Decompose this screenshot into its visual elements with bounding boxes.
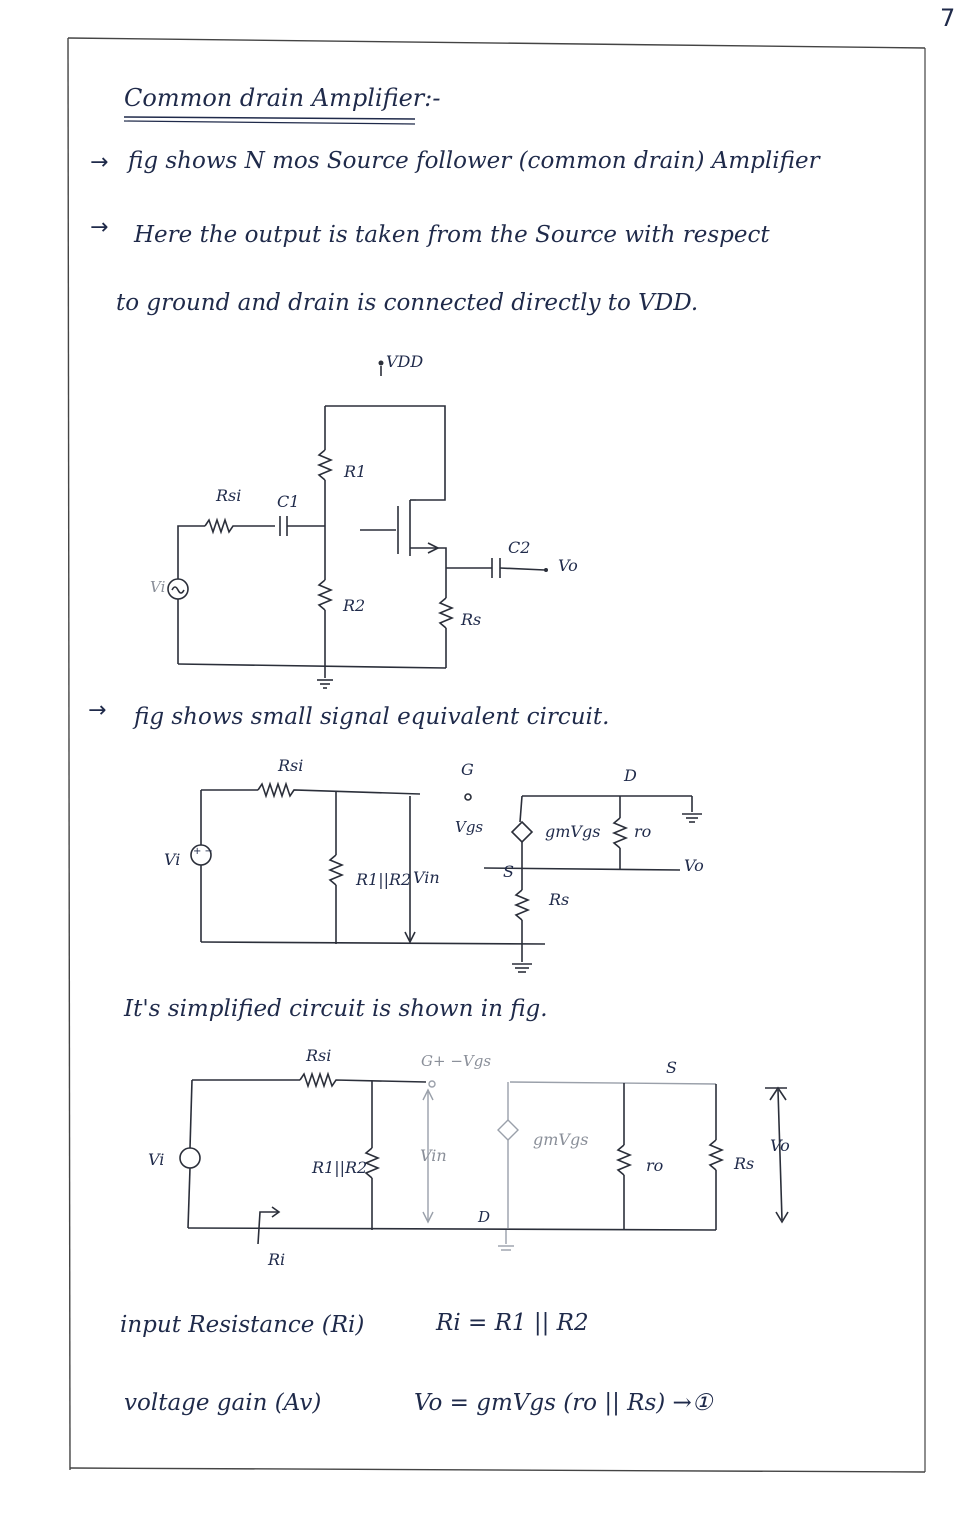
- bullet-output-line1: Here the output is taken from the Source with respect: [134, 222, 770, 248]
- r2-label: R2: [343, 596, 366, 615]
- gm-vgs-label: gmVgs: [545, 822, 601, 841]
- bullet-arrow: →: [90, 150, 109, 175]
- vdd-label: VDD: [386, 352, 424, 371]
- page-number: 7: [940, 4, 956, 32]
- gm-vgs-label: gmVgs: [533, 1130, 589, 1149]
- rsi-label: Rsi: [306, 1046, 332, 1065]
- bullet-output-line2: to ground and drain is connected directly to VDD.: [116, 290, 699, 316]
- vi-label: Vi: [150, 578, 166, 596]
- rs-label: Rs: [461, 610, 482, 629]
- vi-polarity: + −: [193, 846, 213, 857]
- bullet-source-follower: fig shows N mos Source follower (common drain) Amplifier: [128, 148, 820, 174]
- drain-label: D: [478, 1208, 491, 1226]
- vin-label: Vin: [420, 1146, 447, 1165]
- c2-label: C2: [508, 538, 531, 557]
- simplified-circuit-text: It's simplified circuit is shown in fig.: [124, 996, 548, 1022]
- source-label: S: [503, 862, 514, 881]
- voltage-gain-label: voltage gain (Av): [124, 1390, 322, 1416]
- vgs-label: Vgs: [455, 818, 484, 836]
- r1-r2-label: R1||R2: [312, 1158, 368, 1177]
- ri-label: Ri: [268, 1250, 286, 1269]
- drain-label: D: [624, 766, 637, 785]
- c1-label: C1: [277, 492, 300, 511]
- bullet-small-signal: fig shows small signal equivalent circuit.: [134, 704, 610, 730]
- gate-label: G: [461, 760, 474, 779]
- vo-label: Vo: [684, 856, 704, 875]
- ro-label: ro: [634, 822, 652, 841]
- input-resistance-equation: Ri = R1 || R2: [436, 1310, 589, 1336]
- vo-label: Vo: [558, 556, 578, 575]
- r1-r2-label: R1||R2: [356, 870, 412, 889]
- gate-vgs-label: G+ −Vgs: [421, 1052, 492, 1070]
- rsi-label: Rsi: [278, 756, 304, 775]
- vi-label: Vi: [148, 1150, 165, 1169]
- vo-label: Vo: [770, 1136, 790, 1155]
- input-resistance-label: input Resistance (Ri): [120, 1312, 365, 1338]
- rsi-label: Rsi: [216, 486, 242, 505]
- page-heading: Common drain Amplifier:-: [124, 84, 441, 112]
- vi-label: Vi: [164, 850, 181, 869]
- rs-label: Rs: [549, 890, 570, 909]
- voltage-gain-equation: Vo = gmVgs (ro || Rs) →①: [414, 1390, 713, 1416]
- source-label: S: [666, 1058, 677, 1077]
- rs-label: Rs: [734, 1154, 755, 1173]
- r1-label: R1: [344, 462, 367, 481]
- bullet-arrow: →: [88, 698, 107, 723]
- ro-label: ro: [646, 1156, 664, 1175]
- vin-label: Vin: [413, 868, 440, 887]
- bullet-arrow: →: [90, 215, 109, 240]
